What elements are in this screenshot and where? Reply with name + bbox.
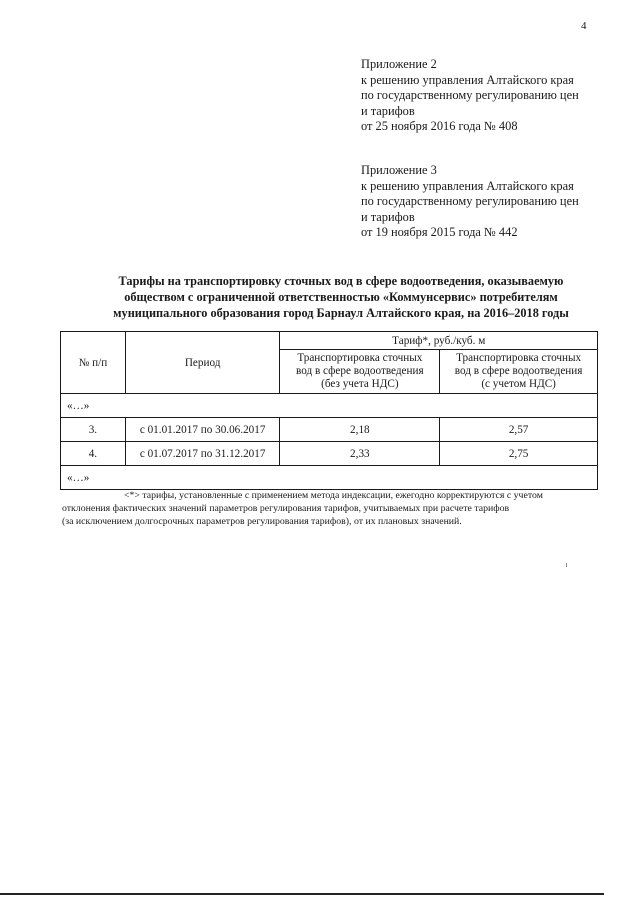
- cell-no-vat: 2,33: [280, 442, 440, 466]
- footnote-line: <*> тарифы, установленные с применением метода индексации, ежегодно корректируются с учетом: [124, 490, 543, 501]
- cell-period: с 01.07.2017 по 31.12.2017: [125, 442, 280, 466]
- appendix-3-block: [361, 163, 611, 241]
- ellipsis-row: [61, 466, 598, 490]
- appendix-3-line: и тарифов: [361, 209, 415, 224]
- footnote: [62, 489, 610, 529]
- cell-period: с 01.01.2017 по 30.06.2017: [125, 418, 280, 442]
- header-no-vat-line: (без учета НДС): [321, 378, 399, 390]
- appendix-2-line: Приложение 2: [361, 57, 437, 71]
- header-tariff-group: Тариф*, руб./куб. м: [280, 332, 598, 350]
- page-number: 4: [581, 20, 587, 32]
- ellipsis-bottom: «…»: [61, 466, 598, 490]
- cell-no-vat: 2,18: [280, 418, 440, 442]
- document-title: [60, 274, 622, 321]
- header-period: Период: [125, 332, 280, 394]
- header-with-vat: [440, 350, 598, 394]
- tariff-table: [60, 331, 598, 490]
- header-with-vat-line: (с учетом НДС): [481, 378, 556, 390]
- cell-with-vat: 2,75: [440, 442, 598, 466]
- appendix-3-line: Приложение 3: [361, 163, 437, 177]
- footnote-line: отклонения фактических значений параметров регулирования тарифов, учитываемых при расчете тарифов: [62, 503, 510, 515]
- table-row: [61, 418, 598, 442]
- title-line: Тарифы на транспортировку сточных вод в сфере водоотведения, оказываемую: [118, 274, 564, 288]
- ellipsis-top: «…»: [61, 394, 598, 418]
- header-no-vat: [280, 350, 440, 394]
- scan-artifact-mark: [566, 563, 567, 567]
- table-header-row: [61, 332, 598, 350]
- appendix-2-line: и тарифов: [361, 103, 415, 118]
- ellipsis-row: [61, 394, 598, 418]
- appendix-2-block: [361, 57, 611, 135]
- cell-num: 3.: [61, 418, 126, 442]
- appendix-2-line: по государственному регулированию цен: [361, 88, 579, 103]
- title-line: обществом с ограниченной ответственностью «Коммунсервис» потребителям: [124, 289, 558, 304]
- footnote-line: (за исключением долгосрочных параметров регулирования тарифов), от их плановых значений.: [62, 516, 462, 528]
- table-row: [61, 442, 598, 466]
- header-no-vat-line: вод в сфере водоотведения: [296, 365, 424, 377]
- appendix-3-line: по государственному регулированию цен: [361, 194, 579, 209]
- header-no-vat-line: Транспортировка сточных: [297, 352, 423, 364]
- appendix-2-line: от 25 ноября 2016 года № 408: [361, 119, 518, 134]
- cell-with-vat: 2,57: [440, 418, 598, 442]
- header-with-vat-line: вод в сфере водоотведения: [454, 365, 583, 377]
- appendix-2-line: к решению управления Алтайского края: [361, 72, 574, 87]
- appendix-3-line: к решению управления Алтайского края: [361, 178, 574, 193]
- cell-num: 4.: [61, 442, 126, 466]
- header-num: № п/п: [61, 332, 126, 394]
- title-line: муниципального образования город Барнаул Алтайского края, на 2016–2018 годы: [113, 305, 569, 320]
- header-with-vat-line: Транспортировка сточных: [456, 352, 582, 364]
- scan-edge-line: [0, 893, 604, 895]
- appendix-3-line: от 19 ноября 2015 года № 442: [361, 225, 518, 240]
